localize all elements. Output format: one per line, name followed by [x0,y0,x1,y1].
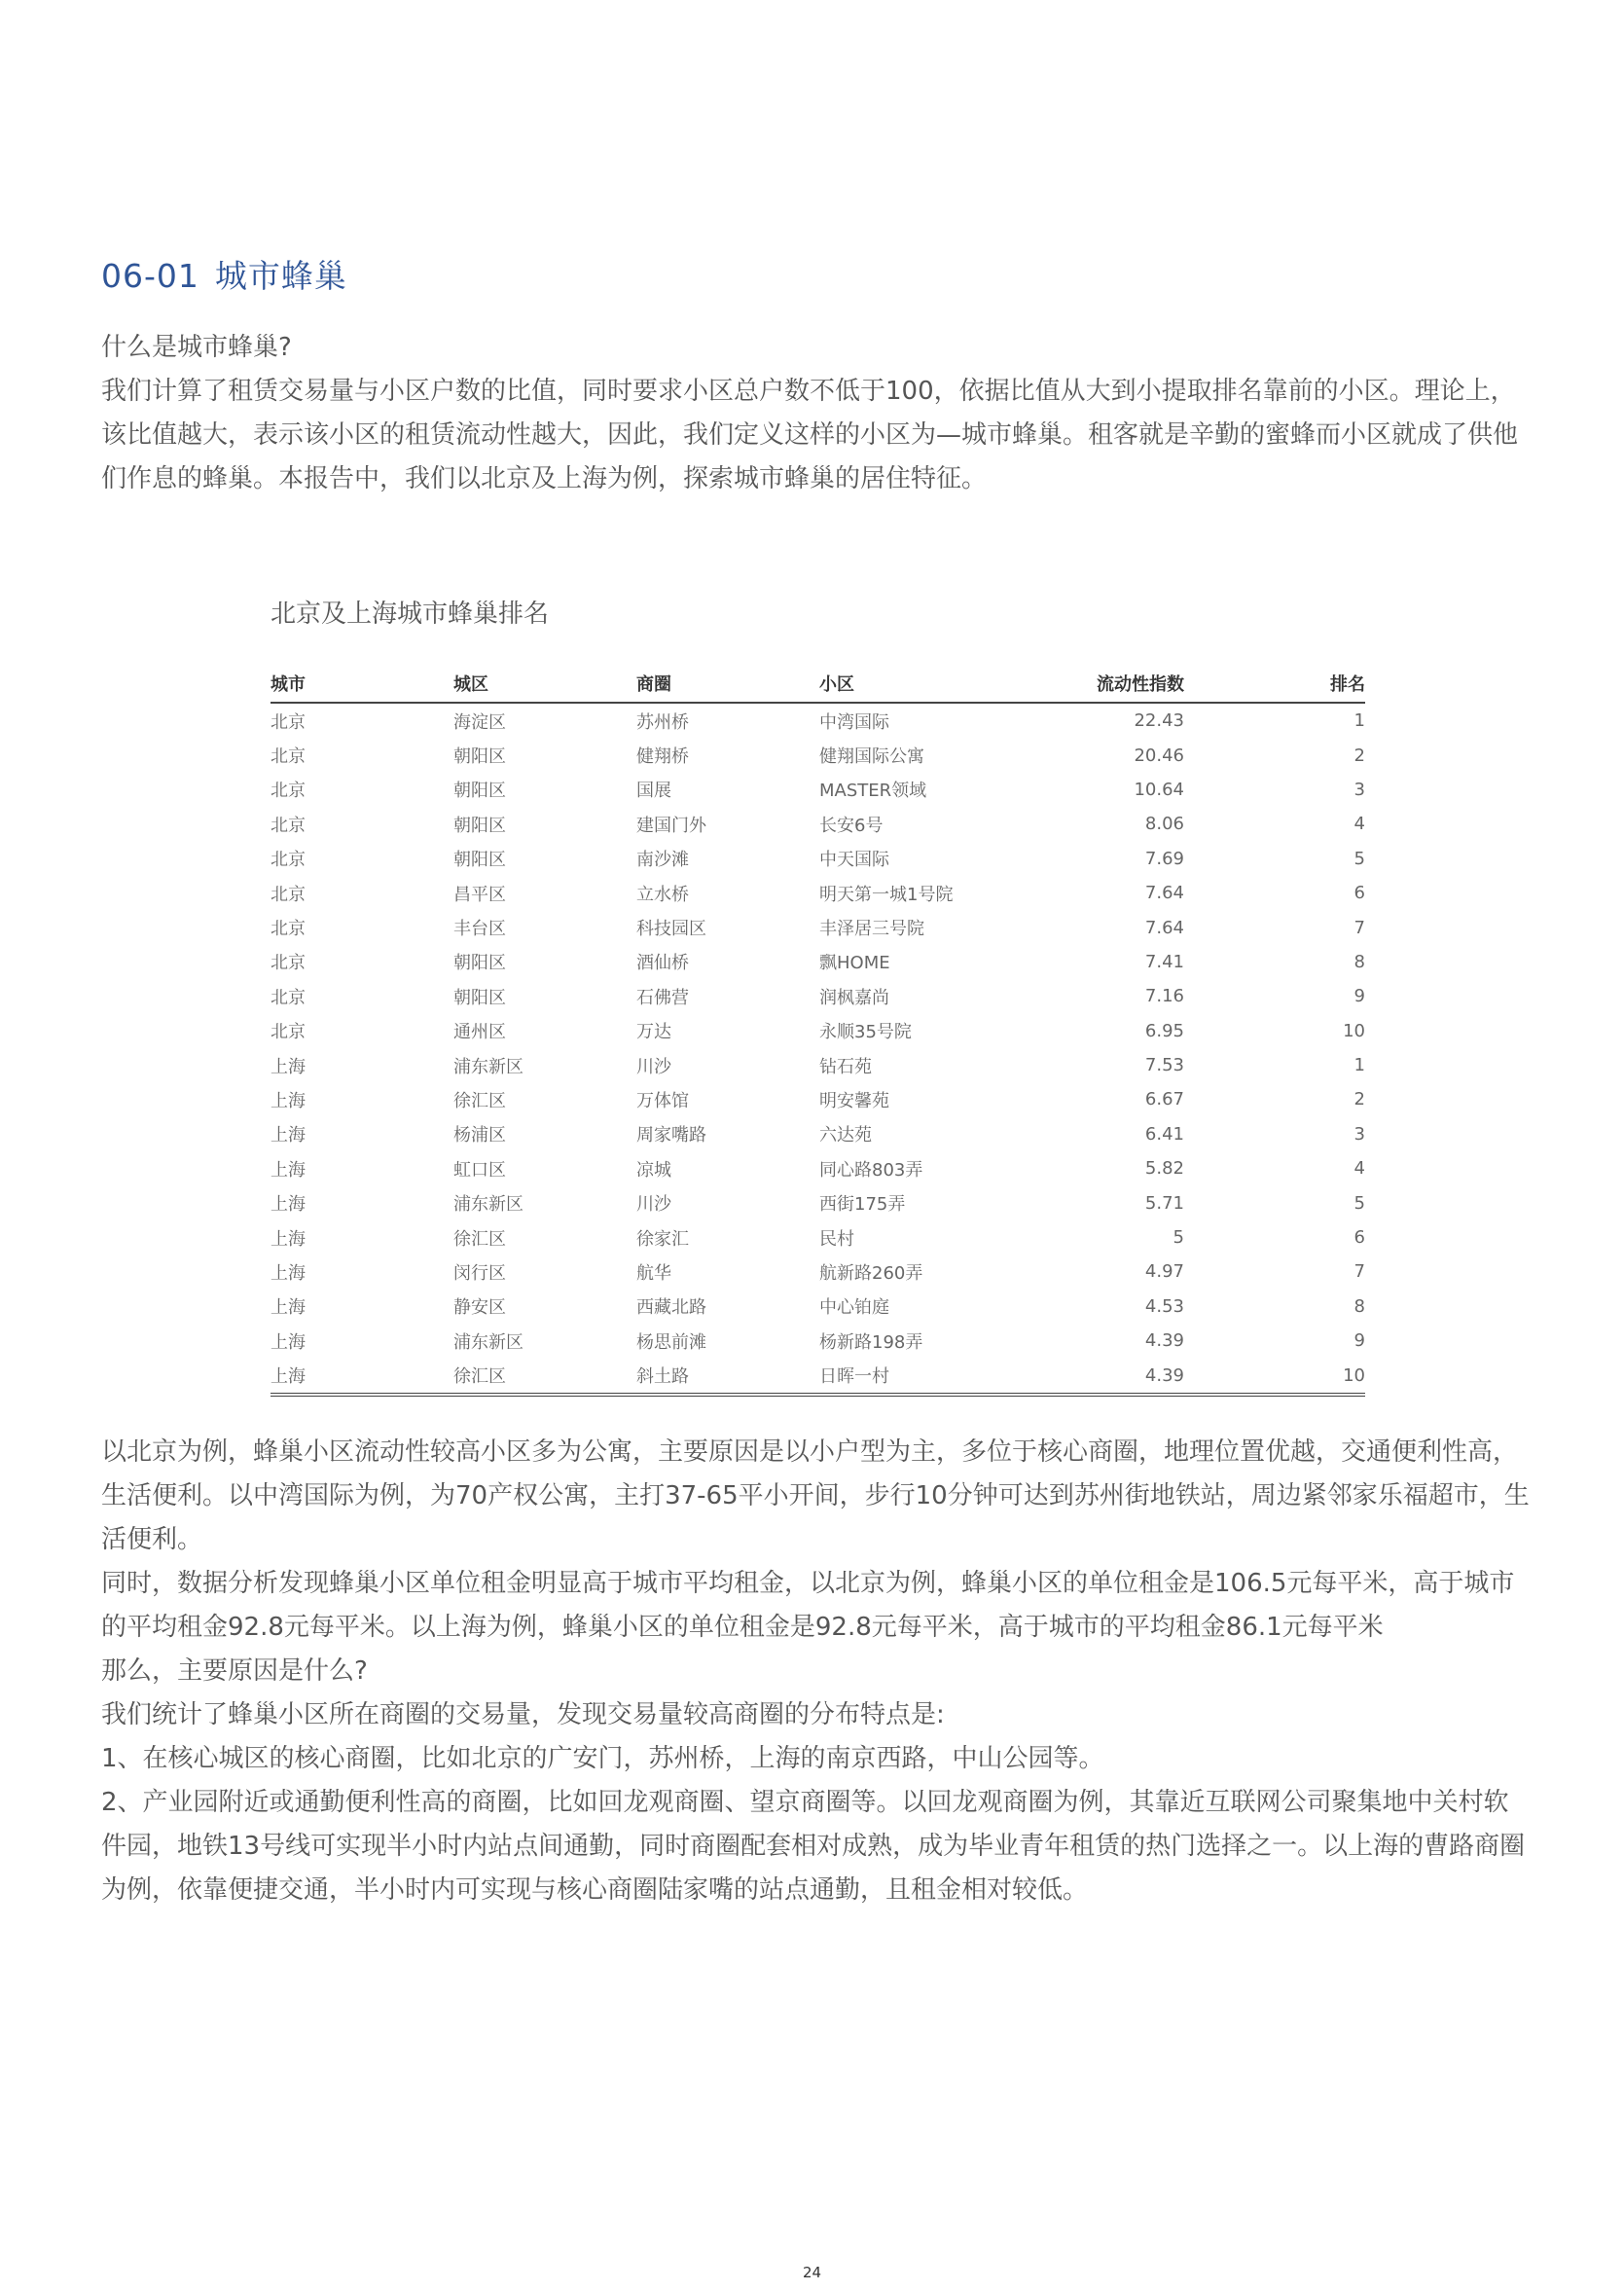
cell-rank: 1 [1353,710,1365,732]
table-row [271,1324,1365,1358]
cell-liquidity-index: 7.64 [1144,917,1184,938]
table-row [271,1117,1365,1151]
header-city: 城市 [271,671,453,703]
intro-question: 什么是城市蜂巢? [101,333,292,362]
cell-rank: 6 [1353,883,1365,904]
cell-city: 上海 [271,1194,306,1216]
ranking-table [271,671,1365,1397]
table-row [271,1220,1365,1255]
cell-business-area: 健翔桥 [636,746,689,768]
page-number: 24 [802,2264,822,2281]
analysis-list-item: 1、在核心城区的核心商圈，比如北京的广安门，苏州桥，上海的南京西路，中山公园等。 [101,1744,1104,1773]
table-row [271,945,1365,979]
cell-liquidity-index: 7.41 [1144,951,1184,972]
cell-community: 润枫嘉尚 [819,987,889,1008]
cell-community: 丰泽居三号院 [819,919,924,940]
table-row [271,1185,1365,1219]
section-heading: 城市蜂巢 [214,257,347,295]
cell-community: 日晖一村 [819,1358,1002,1394]
table-header-row [271,671,1365,703]
table-row [271,1151,1365,1185]
cell-rank: 10 [1343,1020,1365,1041]
cell-rank: 9 [1353,986,1365,1007]
analysis-paragraph: 以北京为例，蜂巢小区流动性较高小区多为公寓，主要原因是以小户型为主，多位于核心商圈，地理位置优越，交通便利性高，生活便利。以中湾国际为例，为70产权公寓，主打37-65平小开间，步行10分钟可达到苏州街地铁站，周边紧邻家乐福超市，生活便利。 [101,1437,1530,1554]
cell-business-area: 斜土路 [636,1358,819,1394]
cell-business-area: 立水桥 [636,884,689,905]
cell-liquidity-index: 6.67 [1144,1089,1184,1110]
analysis-list-item: 2、产业园附近或通勤便利性高的商圈，比如回龙观商圈、望京商圈等。以回龙观商圈为例，其靠近互联网公司聚集地中关村软件园，地铁13号线可实现半小时内站点间通勤，同时商圈配套相对成熟，成为毕业青年租赁的热门选择之一。以上海的曹路商圈为例，依靠便捷交通，半小时内可实现与核心商圈陆家嘴的站点通勤，且租金相对较低。 [101,1788,1526,1905]
table-row [271,738,1365,772]
cell-district: 朝阳区 [453,953,506,974]
cell-business-area: 川沙 [636,1194,671,1216]
cell-city: 北京 [271,711,306,733]
cell-community: 航新路260弄 [819,1262,923,1284]
cell-city: 上海 [271,1056,306,1077]
cell-community: 长安6号 [819,815,884,836]
table-row [271,1048,1365,1082]
cell-community: 杨新路198弄 [819,1331,923,1353]
table-row [271,842,1365,876]
cell-district: 徐汇区 [453,1090,506,1111]
cell-business-area: 万达 [636,1022,671,1043]
cell-city: 上海 [271,1125,306,1146]
cell-liquidity-index: 7.53 [1144,1055,1184,1076]
cell-rank: 7 [1353,1261,1365,1283]
cell-rank: 3 [1353,1123,1365,1145]
cell-community: 健翔国际公寓 [819,746,924,768]
cell-city: 上海 [271,1358,453,1394]
cell-city: 上海 [271,1090,306,1111]
cell-business-area: 国展 [636,781,671,802]
cell-business-area: 石佛营 [636,987,689,1008]
cell-business-area: 徐家汇 [636,1228,689,1250]
cell-city: 北京 [271,746,306,768]
cell-community: 六达苑 [819,1125,872,1146]
cell-liquidity-index: 6.41 [1144,1123,1184,1145]
cell-liquidity-index: 6.95 [1144,1020,1184,1041]
cell-district: 朝阳区 [453,746,506,768]
cell-community: MASTER领域 [819,781,927,802]
cell-business-area: 苏州桥 [636,711,689,733]
cell-city: 上海 [271,1262,306,1284]
cell-business-area: 酒仙桥 [636,953,689,974]
table-row [271,1255,1365,1289]
table-row [271,807,1365,841]
cell-district: 朝阳区 [453,815,506,836]
cell-district: 昌平区 [453,884,506,905]
cell-rank: 9 [1353,1330,1365,1352]
cell-city: 北京 [271,953,306,974]
cell-city: 上海 [271,1159,306,1181]
cell-district: 浦东新区 [453,1331,523,1353]
cell-district: 丰台区 [453,919,506,940]
cell-community: 民村 [819,1228,854,1250]
cell-business-area: 南沙滩 [636,850,689,871]
ranking-table-block [271,594,1365,1397]
cell-city: 上海 [271,1297,306,1319]
cell-rank: 3 [1353,779,1365,800]
cell-community: 中天国际 [819,850,889,871]
cell-rank: 6 [1353,1227,1365,1249]
cell-rank: 5 [1353,1192,1365,1214]
cell-liquidity-index: 10.64 [1134,779,1184,800]
cell-rank: 1 [1353,1055,1365,1076]
cell-community: 中湾国际 [819,711,889,733]
header-district: 城区 [453,671,636,703]
table-row [271,979,1365,1013]
cell-rank: 8 [1353,1295,1365,1317]
cell-business-area: 建国门外 [636,815,706,836]
cell-liquidity-index: 4.39 [1002,1358,1184,1394]
cell-city: 北京 [271,1022,306,1043]
cell-district: 浦东新区 [453,1056,523,1077]
table-row [271,773,1365,807]
cell-community: 中心铂庭 [819,1297,889,1319]
header-business-area: 商圈 [636,671,819,703]
cell-district: 朝阳区 [453,987,506,1008]
cell-business-area: 科技园区 [636,919,706,940]
cell-rank: 4 [1353,1158,1365,1180]
cell-liquidity-index: 22.43 [1134,710,1184,732]
intro-paragraph: 我们计算了租赁交易量与小区户数的比值，同时要求小区总户数不低于100，依据比值从大到小提取排名靠前的小区。理论上，该比值越大，表示该小区的租赁流动性越大，因此，我们定义这样的小区为—城市蜂巢。租客就是辛勤的蜜蜂而小区就成了供他们作息的蜂巢。本报告中，我们以北京及上海为例，探索城市蜂巢的居住特征。 [101,377,1519,493]
cell-liquidity-index: 5 [1173,1227,1184,1249]
cell-business-area: 万体馆 [636,1090,689,1111]
cell-district: 浦东新区 [453,1194,523,1216]
header-rank: 排名 [1184,671,1365,703]
table-caption: 北京及上海城市蜂巢排名 [271,600,550,629]
table-row [271,1014,1365,1048]
header-community: 小区 [819,671,1002,703]
analysis-paragraph: 我们统计了蜂巢小区所在商圈的交易量，发现交易量较高商圈的分布特点是: [101,1700,945,1729]
cell-rank: 7 [1353,917,1365,938]
cell-rank: 2 [1353,1089,1365,1110]
table-row [271,703,1365,738]
analysis-paragraph: 同时，数据分析发现蜂巢小区单位租金明显高于城市平均租金，以北京为例，蜂巢小区的单位租金是106.5元每平米，高于城市的平均租金92.8元每平米。以上海为例，蜂巢小区的单位租金是92.8元每平米，高于城市的平均租金86.1元每平米 [101,1569,1515,1642]
cell-business-area: 周家嘴路 [636,1125,706,1146]
cell-community: 钻石苑 [819,1056,872,1077]
cell-liquidity-index: 5.71 [1144,1192,1184,1214]
cell-liquidity-index: 4.53 [1144,1295,1184,1317]
cell-community: 同心路803弄 [819,1159,923,1181]
cell-business-area: 杨思前滩 [636,1331,706,1353]
cell-rank: 2 [1353,745,1365,766]
analysis-paragraph: 那么，主要原因是什么? [101,1656,368,1686]
cell-city: 北京 [271,850,306,871]
cell-liquidity-index: 20.46 [1134,745,1184,766]
cell-rank: 5 [1353,848,1365,869]
cell-rank: 8 [1353,951,1365,972]
table-row [271,1082,1365,1116]
section-code: 06-01 [101,257,199,295]
cell-business-area: 航华 [636,1262,671,1284]
cell-liquidity-index: 7.64 [1144,883,1184,904]
cell-district: 静安区 [453,1297,506,1319]
cell-liquidity-index: 7.16 [1144,986,1184,1007]
cell-community: 飘HOME [819,953,890,974]
cell-liquidity-index: 5.82 [1144,1158,1184,1180]
cell-district: 徐汇区 [453,1358,636,1394]
cell-district: 虹口区 [453,1159,506,1181]
cell-district: 朝阳区 [453,850,506,871]
header-liquidity-index: 流动性指数 [1002,671,1184,703]
cell-liquidity-index: 4.39 [1144,1330,1184,1352]
intro-text [101,326,1532,501]
cell-district: 朝阳区 [453,781,506,802]
cell-business-area: 凉城 [636,1159,671,1181]
cell-district: 闵行区 [453,1262,506,1284]
section-title [101,251,347,297]
table-row [271,1290,1365,1324]
cell-liquidity-index: 4.97 [1144,1261,1184,1283]
cell-city: 上海 [271,1331,306,1353]
cell-business-area: 川沙 [636,1056,671,1077]
cell-district: 徐汇区 [453,1228,506,1250]
cell-rank: 10 [1184,1358,1365,1394]
analysis-text [101,1431,1532,1912]
cell-liquidity-index: 8.06 [1144,814,1184,835]
cell-liquidity-index: 7.69 [1144,848,1184,869]
table-row [271,876,1365,910]
table-row [271,1358,1365,1394]
cell-community: 明安馨苑 [819,1090,889,1111]
cell-city: 北京 [271,781,306,802]
cell-district: 杨浦区 [453,1125,506,1146]
cell-business-area: 西藏北路 [636,1297,706,1319]
cell-district: 海淀区 [453,711,506,733]
cell-city: 北京 [271,884,306,905]
cell-city: 北京 [271,919,306,940]
cell-city: 上海 [271,1228,306,1250]
table-row [271,910,1365,944]
cell-district: 通州区 [453,1022,506,1043]
cell-community: 西街175弄 [819,1194,906,1216]
cell-city: 北京 [271,987,306,1008]
cell-community: 明天第一城1号院 [819,884,954,905]
cell-community: 永顺35号院 [819,1022,912,1043]
cell-rank: 4 [1353,814,1365,835]
cell-city: 北京 [271,815,306,836]
